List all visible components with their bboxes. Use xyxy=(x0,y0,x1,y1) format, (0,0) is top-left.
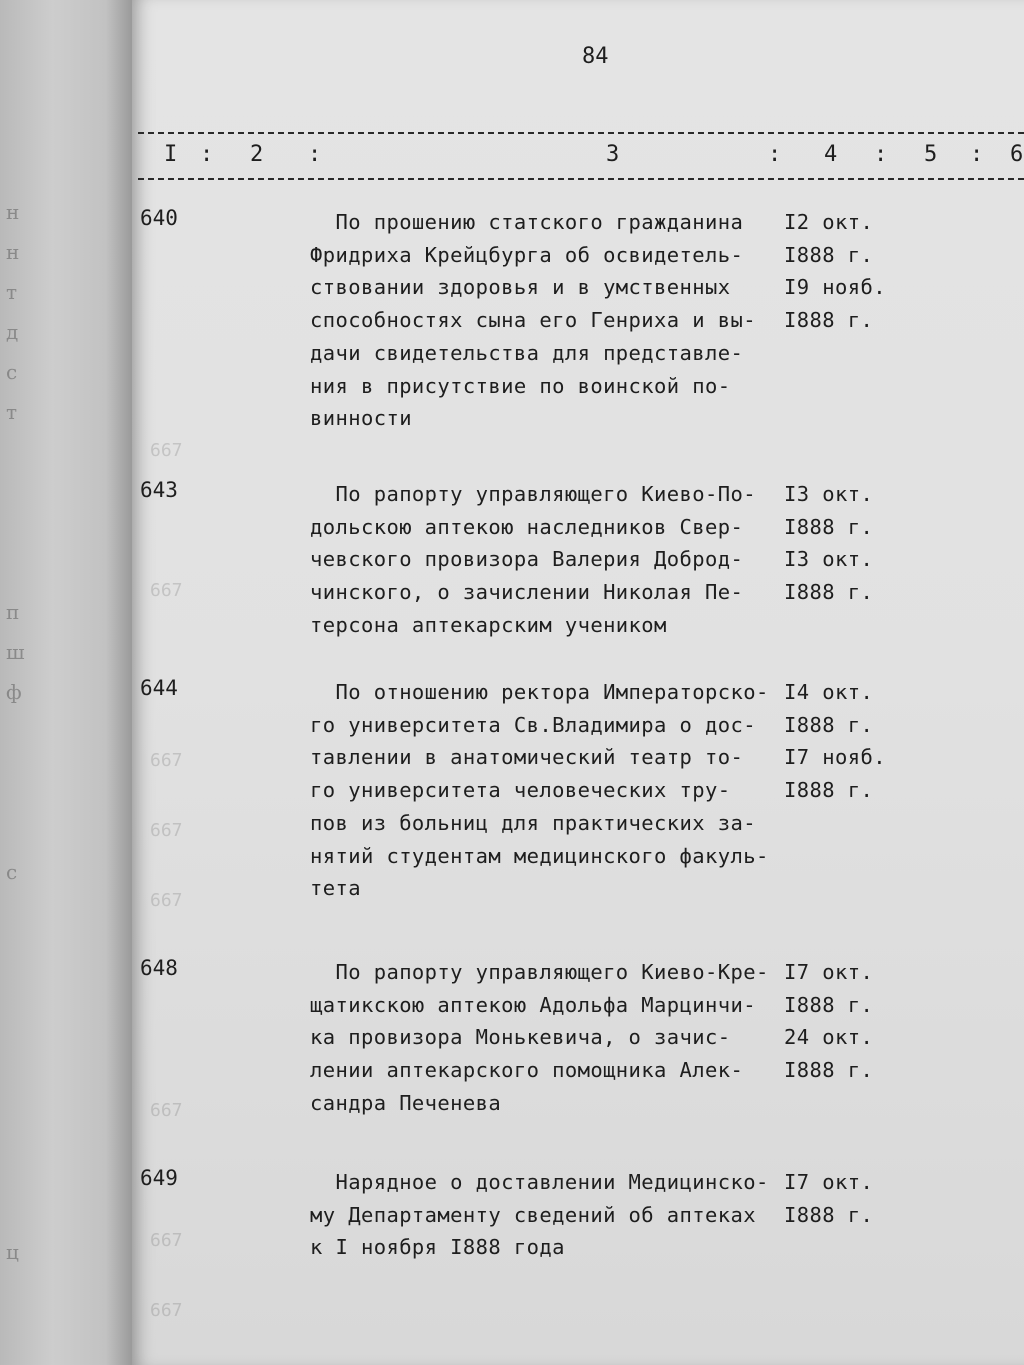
entry-description xyxy=(310,676,780,905)
date-line: 24 окт. xyxy=(784,1025,874,1050)
previous-page-edge xyxy=(0,0,132,1365)
date-line: I888 г. xyxy=(784,308,874,333)
column-header-2: 2 xyxy=(250,142,265,167)
date-line: I9 нояб. xyxy=(784,275,886,300)
entry-line: По прошению статского гражданина xyxy=(310,210,744,234)
margin-mark: т xyxy=(6,400,18,424)
entry-description xyxy=(310,478,780,642)
margin-mark: с xyxy=(6,360,18,384)
margin-mark: д xyxy=(6,320,19,344)
bleed-through-text: 667 xyxy=(150,1100,183,1121)
bleed-through-text: 667 xyxy=(150,440,183,461)
entry-line: По рапорту управляющего Киево-Кре- xyxy=(310,960,769,984)
entry-line: дольскою аптекою наследников Свер- xyxy=(310,514,744,539)
margin-mark: т xyxy=(6,280,18,304)
entry-line: го университета Св.Владимира о дос- xyxy=(310,712,756,737)
entry-line: чевского провизора Валерия Доброд- xyxy=(310,547,744,572)
date-line: I888 г. xyxy=(784,242,874,267)
entry-line: Фридриха Крейцбурга об освидетель- xyxy=(310,242,744,267)
column-header-3: 3 xyxy=(606,142,621,167)
document-page xyxy=(132,0,1024,1365)
entry-dates xyxy=(784,676,904,807)
date-line: I888 г. xyxy=(784,712,874,737)
date-line: I888 г. xyxy=(784,1058,874,1083)
entry-dates xyxy=(784,206,904,337)
entry-line: му Департаменту сведений об аптеках xyxy=(310,1202,756,1227)
date-line: I888 г. xyxy=(784,580,874,605)
margin-mark: ц xyxy=(6,1240,19,1264)
column-header-5: 5 xyxy=(924,142,939,167)
entry-description xyxy=(310,956,780,1120)
date-line: I7 окт. xyxy=(784,1170,874,1194)
margin-mark: ш xyxy=(6,640,25,664)
entry-number: 648 xyxy=(140,956,178,980)
date-line: I7 нояб. xyxy=(784,745,886,770)
entry-line: пов из больниц для практических за- xyxy=(310,810,756,835)
date-line: I3 окт. xyxy=(784,547,874,572)
entry-line: ния в присутствие по воинской по- xyxy=(310,373,731,398)
header-rule-top xyxy=(138,132,1024,134)
column-header-1: I xyxy=(164,142,179,167)
column-header-4: 4 xyxy=(824,142,839,167)
entry-line: терсона аптекарским учеником xyxy=(310,612,667,637)
entry-line: дачи свидетельства для представле- xyxy=(310,340,744,365)
entry-line: винности xyxy=(310,406,412,431)
entry-description xyxy=(310,206,780,435)
entry-line: го университета человеческих тру- xyxy=(310,778,731,803)
entry-line: По рапорту управляющего Киево-По- xyxy=(310,482,756,506)
entry-description xyxy=(310,1166,780,1264)
margin-mark: п xyxy=(6,600,20,624)
bleed-through-text: 667 xyxy=(150,1300,183,1321)
entry-line: Нарядное о доставлении Медицинско- xyxy=(310,1170,769,1194)
entry-number: 640 xyxy=(140,206,178,230)
column-separator: : xyxy=(970,142,984,167)
entry-line: к I ноября I888 года xyxy=(310,1235,565,1260)
margin-mark: с xyxy=(6,860,18,884)
column-header-6: 6 xyxy=(1010,142,1024,167)
entry-line: чинского, о зачислении Николая Пе- xyxy=(310,580,744,605)
date-line: I2 окт. xyxy=(784,210,874,234)
entry-line: ствовании здоровья и в умственных xyxy=(310,275,731,300)
entry-number: 644 xyxy=(140,676,178,700)
bleed-through-text: 667 xyxy=(150,1230,183,1251)
date-line: I888 г. xyxy=(784,514,874,539)
bleed-through-text: 667 xyxy=(150,890,183,911)
page-number: 84 xyxy=(582,44,609,69)
header-rule-bottom xyxy=(138,178,1024,180)
column-separator: : xyxy=(874,142,888,167)
entry-number: 643 xyxy=(140,478,178,502)
entry-dates xyxy=(784,956,904,1087)
column-separator: : xyxy=(308,142,322,167)
bleed-through-text: 667 xyxy=(150,750,183,771)
date-line: I3 окт. xyxy=(784,482,874,506)
entry-line: способностях сына его Генриха и вы- xyxy=(310,308,756,333)
entry-line: По отношению ректора Императорско- xyxy=(310,680,769,704)
entry-line: ка провизора Монькевича, о зачис- xyxy=(310,1025,731,1050)
entry-line: щатикскою аптекою Адольфа Марцинчи- xyxy=(310,992,756,1017)
entry-line: тета xyxy=(310,876,361,901)
date-line: I888 г. xyxy=(784,992,874,1017)
margin-mark: ф xyxy=(6,680,22,704)
entry-line: лении аптекарского помощника Алек- xyxy=(310,1058,744,1083)
entry-line: тавлении в анатомический театр то- xyxy=(310,745,744,770)
column-separator: : xyxy=(200,142,214,167)
date-line: I4 окт. xyxy=(784,680,874,704)
entry-line: нятий студентам медицинского факуль- xyxy=(310,843,769,868)
margin-mark: н xyxy=(6,200,20,224)
bleed-through-text: 667 xyxy=(150,580,183,601)
bleed-through-text: 667 xyxy=(150,820,183,841)
date-line: I888 г. xyxy=(784,1202,874,1227)
entry-number: 649 xyxy=(140,1166,178,1190)
date-line: I7 окт. xyxy=(784,960,874,984)
margin-mark: н xyxy=(6,240,20,264)
entry-dates xyxy=(784,1166,904,1231)
column-separator: : xyxy=(768,142,782,167)
entry-line: сандра Печенева xyxy=(310,1090,502,1115)
entry-dates xyxy=(784,478,904,609)
date-line: I888 г. xyxy=(784,778,874,803)
